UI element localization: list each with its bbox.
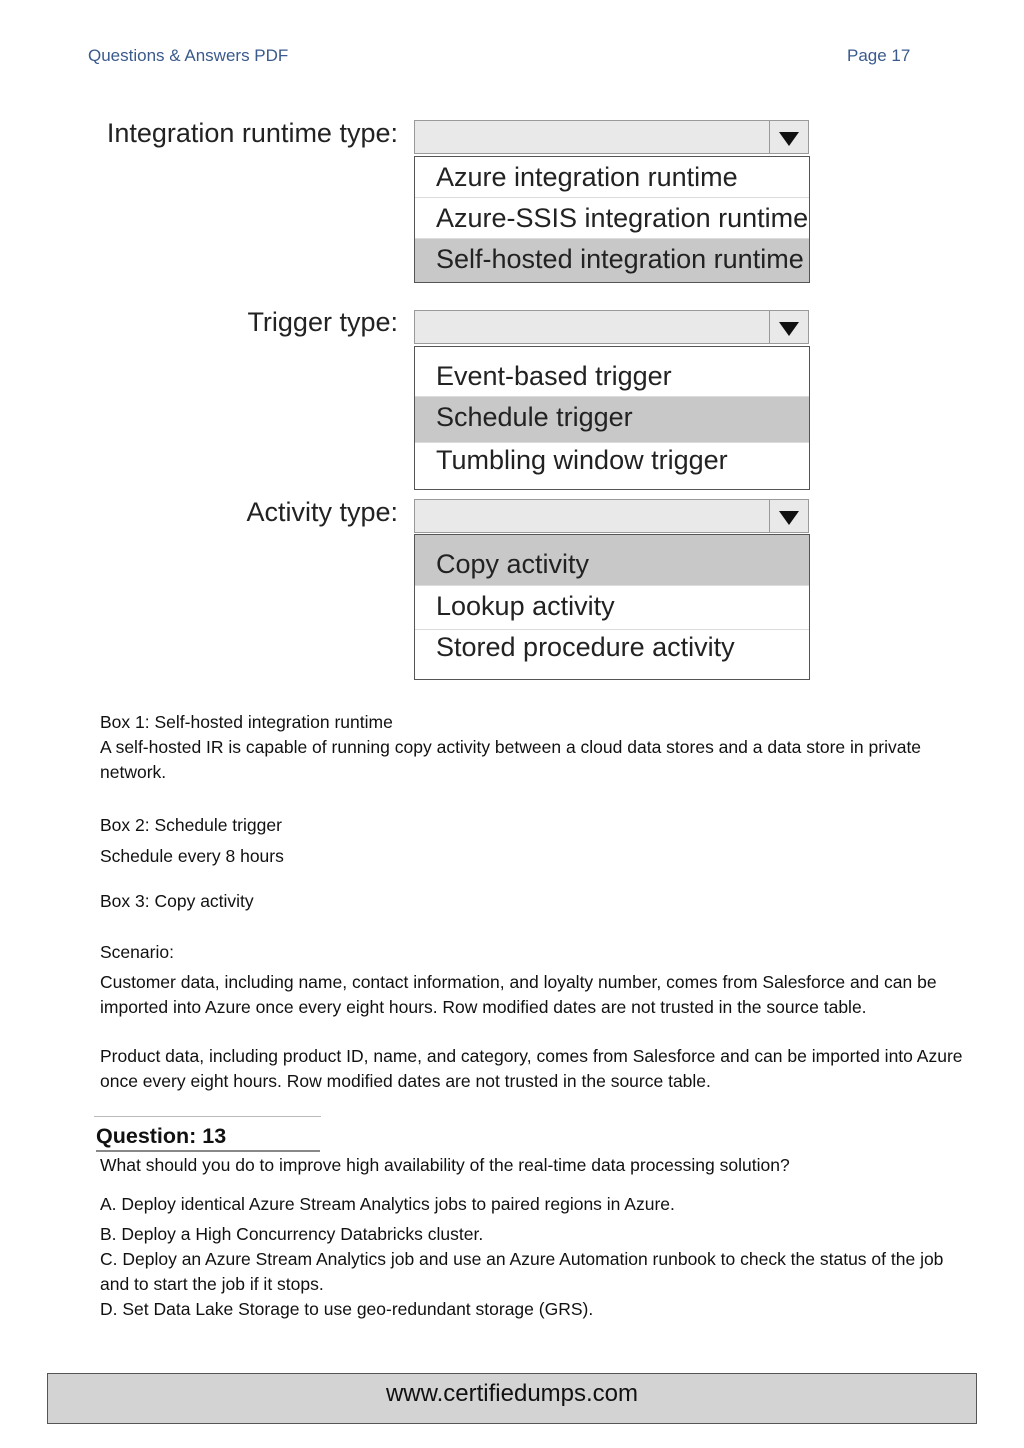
trigger-type-select[interactable] [414, 310, 809, 344]
option-azure-ssis-ir[interactable]: Azure-SSIS integration runtime [415, 198, 809, 239]
option-azure-ir[interactable]: Azure integration runtime [415, 157, 809, 198]
box1-title: Box 1: Self-hosted integration runtime [100, 712, 393, 732]
page-number: Page 17 [847, 46, 911, 65]
option-stored-procedure-activity[interactable]: Stored procedure activity [436, 632, 735, 662]
choice-b: B. Deploy a High Concurrency Databricks cluster. [100, 1224, 484, 1244]
footer-url: www.certifiedumps.com [47, 1373, 977, 1424]
chevron-down-icon[interactable] [769, 311, 808, 343]
option-schedule-trigger[interactable]: Schedule trigger [415, 397, 809, 443]
question-text: What should you do to improve high availability of the real-time data processing solution? [100, 1155, 790, 1175]
scenario-paragraph-2: Product data, including product ID, name, and category, comes from Salesforce and can be imported into Azure once every eight hours. Row modified dates are not trusted in the source table. [100, 1046, 963, 1091]
header-title: Questions & Answers PDF [88, 46, 289, 65]
activity-type-options [414, 534, 810, 680]
choice-c: C. Deploy an Azure Stream Analytics job and use an Azure Automation runbook to check the status of the job and to start the job if it stops. [100, 1249, 944, 1294]
choice-a: A. Deploy identical Azure Stream Analytics jobs to paired regions in Azure. [100, 1194, 675, 1214]
box2-text: Schedule every 8 hours [100, 846, 284, 866]
trigger-type-label: Trigger type: [247, 307, 398, 337]
option-tumbling-trigger[interactable]: Tumbling window trigger [436, 445, 728, 475]
option-copy-activity[interactable]: Copy activity [415, 535, 809, 586]
activity-type-label: Activity type: [246, 497, 398, 527]
scenario-paragraph-1: Customer data, including name, contact information, and loyalty number, comes from Salesforce and can be imported into Azure once every eight hours. Row modified dates are not trusted in the source table. [100, 972, 937, 1017]
trigger-type-options [414, 346, 810, 490]
integration-runtime-options [414, 156, 810, 283]
integration-runtime-label: Integration runtime type: [106, 118, 398, 148]
box1-text: A self-hosted IR is capable of running copy activity between a cloud data stores and a data store in private network. [100, 737, 922, 782]
choice-d: D. Set Data Lake Storage to use geo-redundant storage (GRS). [100, 1299, 594, 1319]
scenario-title: Scenario: [100, 942, 174, 962]
divider [94, 1116, 321, 1117]
option-lookup-activity[interactable]: Lookup activity [415, 586, 809, 630]
activity-type-select[interactable] [414, 499, 809, 533]
option-self-hosted-ir[interactable]: Self-hosted integration runtime [415, 239, 809, 282]
chevron-down-icon[interactable] [769, 121, 808, 153]
question-title: Question: 13 [96, 1122, 320, 1152]
option-event-trigger[interactable]: Event-based trigger [415, 347, 809, 397]
integration-runtime-select[interactable] [414, 120, 809, 154]
box3-title: Box 3: Copy activity [100, 891, 254, 911]
box2-title: Box 2: Schedule trigger [100, 815, 282, 835]
chevron-down-icon[interactable] [769, 500, 808, 532]
